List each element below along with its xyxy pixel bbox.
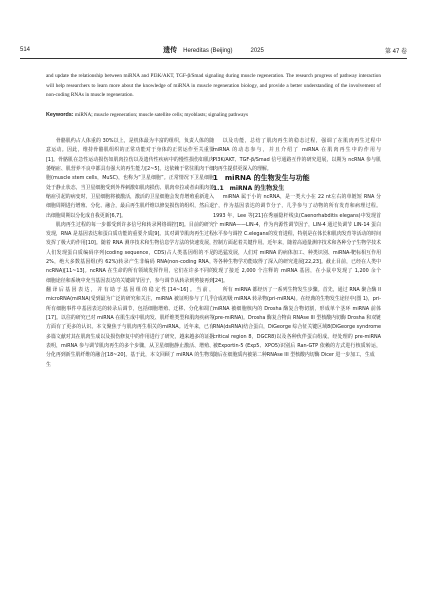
journal-logo: 遗传 — [163, 45, 178, 54]
right-paragraph-2: miRNA 属于小的 ncRNA，是一类大小在 22 nt左右的单链短 RNA 分子，作为基因表达的调节分子，几乎参与了动物的所有发育和病理过程。1993 年，Lee 等[21]在秀丽隐杆线虫(Caenorhabditis elegans)中发现首个 miRNA——LIN-4，作为内源性调节因子，LIN-4 通过负调节 LIN-14 蛋白水平参与调控 C.elegans的发育进程，特别是在体长和肌肉发育等活动的时间控制方面起着关键作用。近年来，随着高通量测序技术和各种分子生物学技术的迅猛发展，人们对 miRNA 的病体加工、种类识别、miRNA-靶标相互作用等各种生物学功能取得了深入的研究进展[22,23]。截止目前，已经在人类中发现了接近 2,000 个注释的 miRNA 基因，在小鼠中发现了 1,200 余个[24]。 — [213, 193, 381, 284]
right-paragraph-3: 所有 miRNA 都经历了一系列生物发生步骤。首先，通过 RNA 聚合酶 II 合成初级 miRNA 转录物(pri-miRNA)。在经典的生物发生途径中(图 1)，pri-miRNA 被细胞核内的 Drosha 酶复合物切割，形成单个茎环 miRNA 前体(pre-miRNA)。Drosha 酶复合物由 RNAse III 型核酸内切酶 Drosha 和双链RNA(dsRNA)结合蛋白，DiGeorge 综合征关键区域8(DiGeorge syndrome critical region 8，DGCR8)以及各种伙伴蛋白组成。经处理的 pre-miRNA 被Exportin-5 (Exp5、XPO5)识别后 Ran-GTP 依赖的方式进行核质转运，随后在细胞质内被第二种RNAse III 型核酸内切酶 Dicer 进一步加工，生成 — [213, 287, 381, 359]
abstract-tail: and update the relationship between miRNA and PI3K/AKT, TGF-β/Smad signaling during muscle regeneration. The research progress of pathway interaction will help researchers to learn more about the knowledge of miRNA in muscle regeneration biology, and provide a better understanding of the involvement of non-coding RNAs in muscle regeneration. — [46, 73, 381, 99]
left-paragraph-2: 肌肉再生过程的每一步都受到许多信号和转录网络调控[8]。目前的研究发现，RNA 是基因表达和蛋白质功能的重要介质[9]。其对调节肌肉再生过程发挥了极大的作用[10]。随着 RNA 测序技术和生物信息学方法的快速发展，人们发现蛋白质编码序列(coding sequence，CDS)占人类基因组的不足 2%，绝大多数基因组(约 62%)转录产生非编码 RNA(non-coding RNA，ncRNA)[11~13]。ncRNA 在生命的所有领域发挥作用，它们在许多不同的细胞途径和系统中充当基因表达的关键调节因子，参与调节从转录到剪接再到翻译后基因表达，并有助于基因组的稳定性[14~16]。当前，microRNA(miRNA)受到最为广泛的研究和关注，miRNA 被证明参与了几乎所有细胞事件中基因表达的转录后调节，包括细胞增殖、迁移、分化和凋亡[17]。以往的研究已对 miRNA 在肌生成中肌肉发、肌纤维类型和肌肉疾病等方面有了更多的认识。本文聚焦于与肌肉再生相关的miRNA。近年来，已有多篇文献对其在肌肉生成以及损伤修复中的作用进行了研究，越来越多的证据表明，miRNA 参与调节肌肉再生的多个步骤，从卫星细胞静止激活、增殖、分化再到新生肌纤维的融合[18~20]。基于此，本文回顾了 miRNA 的生物发生 — [46, 221, 214, 368]
right-column — [213, 137, 381, 361]
running-header — [20, 44, 407, 56]
header-rule — [20, 58, 407, 59]
subsection-heading-1-1: 1.1 miRNA 的生物发生 — [213, 184, 285, 192]
page-number: 514 — [20, 47, 31, 53]
keywords-label: Keywords: — [46, 112, 74, 118]
left-paragraph-1: 骨骼肌约占人体重的 30%以上，是机体最为丰富的组织，负责人体的随意运动。因此，维持骨骼肌组织的正常功能对于身体的正常运作至关重要[1]。骨骼肌在急性运动损伤如肌肉拉伤以及遗传性疾病中的慢性损伤如肌肉萎缩症、肌营养不良中都具有强大的再生能力[2~5]。这依赖于常驻肌肉干细胞(muscle stem cells，MuSC)，也称为“卫星细胞”。正常情况下卫星细胞处于静止状态，当卫星细胞受到外界刺激如肌肉损伤、肌肉牵拉或者由肌肉萎缩症引起的病变时，卫星细胞将被激活，激活的卫星细胞会发育增殖重新进入细胞周期进行增殖、分化、融合，最后再生肌纤维以修复损伤的组织，然后退出细胞周期以分化成自我更新[6,7]。 — [46, 138, 214, 219]
left-column — [46, 137, 214, 370]
keywords-text: miRNA; muscle regeneration; muscle satellite cells; myoblasts; signaling pathways — [73, 112, 249, 118]
journal-name: Hereditas (Beijing) — [183, 48, 233, 54]
keywords-line — [46, 111, 381, 120]
volume-label: 第 47 卷 — [384, 48, 407, 55]
journal-year: 2025 — [250, 48, 264, 54]
journal-line — [60, 45, 367, 55]
right-paragraph-1: 以及功能，总结了肌肉再生的稳态过程，强调了在肌肉再生过程中 miRNA 的动态参与，并且介绍了 miRNA 在肌肉再生中的作用与 PI3K/AKT、TGF-β/Smad 信号通路互作的研究进展，以期为 ncRNA 参与肌肉再生提供更深入的理解。 — [213, 138, 381, 172]
section-heading-1: 1 miRNA 的生物发生与功能 — [213, 174, 310, 183]
